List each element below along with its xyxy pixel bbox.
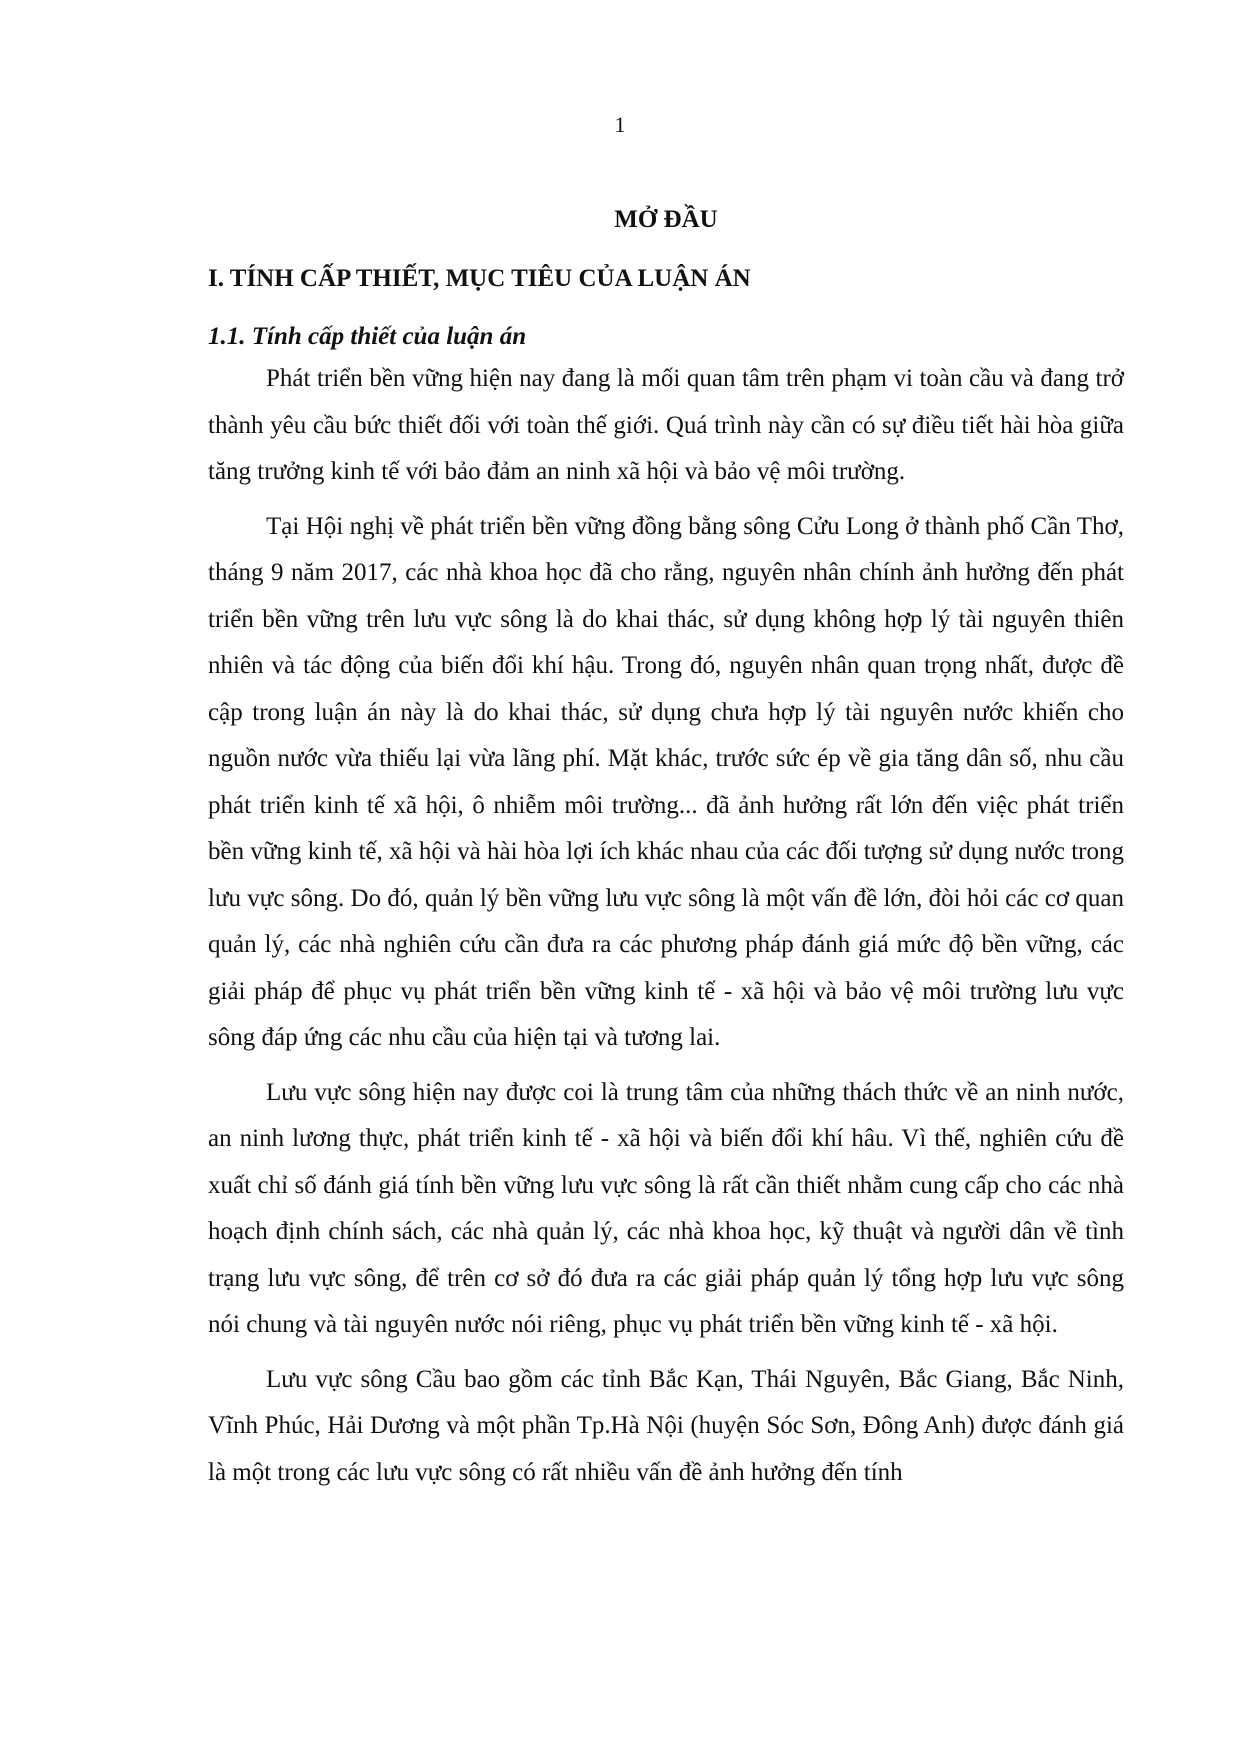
page-number: 1 <box>614 112 626 137</box>
document-body <box>208 205 1124 1504</box>
paragraph: Tại Hội nghị về phát triển bền vững đồng bằng sông Cửu Long ở thành phố Cần Thơ, tháng 9 năm 2017, các nhà khoa học đã cho rằng, nguyên nhân chính ảnh hưởng đến phát triển bền vững trên lưu vực sông là do khai thác, sử dụng không hợp lý tài nguyên thiên nhiên và tác động của biến đổi khí hậu. Trong đó, nguyên nhân quan trọng nhất, được đề cập trong luận án này là do khai thác, sử dụng chưa hợp lý tài nguyên nước khiến cho nguồn nước vừa thiếu lại vừa lãng phí. Mặt khác, trước sức ép về gia tăng dân số, nhu cầu phát triển kinh tế xã hội, ô nhiễm môi trường... đã ảnh hưởng rất lớn đến việc phát triển bền vững kinh tế, xã hội và hài hòa lợi ích khác nhau của các đối tượng sử dụng nước trong lưu vực sông. Do đó, quản lý bền vững lưu vực sông là một vấn đề lớn, đòi hỏi các cơ quan quản lý, các nhà nghiên cứu cần đưa ra các phương pháp đánh giá mức độ bền vững, các giải pháp để phục vụ phát triển bền vững kinh tế - xã hội và bảo vệ môi trường lưu vực sông đáp ứng các nhu cầu của hiện tại và tương lai. <box>208 512 1124 1051</box>
chapter-title: MỞ ĐẦU <box>614 206 718 233</box>
paragraph: Phát triển bền vững hiện nay đang là mối quan tâm trên phạm vi toàn cầu và đang trở thành yêu cầu bức thiết đối với toàn thế giới. Quá trình này cần có sự điều tiết hài hòa giữa tăng trưởng kinh tế với bảo đảm an ninh xã hội và bảo vệ môi trường. <box>208 365 1124 485</box>
paragraph-list <box>208 356 1124 1496</box>
paragraph: Lưu vực sông Cầu bao gồm các tỉnh Bắc Kạn, Thái Nguyên, Bắc Giang, Bắc Ninh, Vĩnh Phúc, Hải Dương và một phần Tp.Hà Nội (huyện Sóc Sơn, Đông Anh) được đánh giá là một trong các lưu vực sông có rất nhiều vấn đề ảnh hưởng đến tính <box>208 1365 1124 1486</box>
section-heading: I. TÍNH CẤP THIẾT, MỤC TIÊU CỦA LUẬN ÁN <box>208 265 751 292</box>
paragraph: Lưu vực sông hiện nay được coi là trung tâm của những thách thức về an ninh nước, an ninh lương thực, phát triển kinh tế - xã hội và biến đổi khí hâu. Vì thế, nghiên cứu đề xuất chỉ số đánh giá tính bền vững lưu vực sông là rất cần thiết nhằm cung cấp cho các nhà hoạch định chính sách, các nhà quản lý, các nhà khoa học, kỹ thuật và người dân về tình trạng lưu vực sông, để trên cơ sở đó đưa ra các giải pháp quản lý tổng hợp lưu vực sông nói chung và tài nguyên nước nói riêng, phục vụ phát triển bền vững kinh tế - xã hội. <box>208 1078 1124 1338</box>
subsection-heading: 1.1. Tính cấp thiết của luận án <box>208 323 527 350</box>
